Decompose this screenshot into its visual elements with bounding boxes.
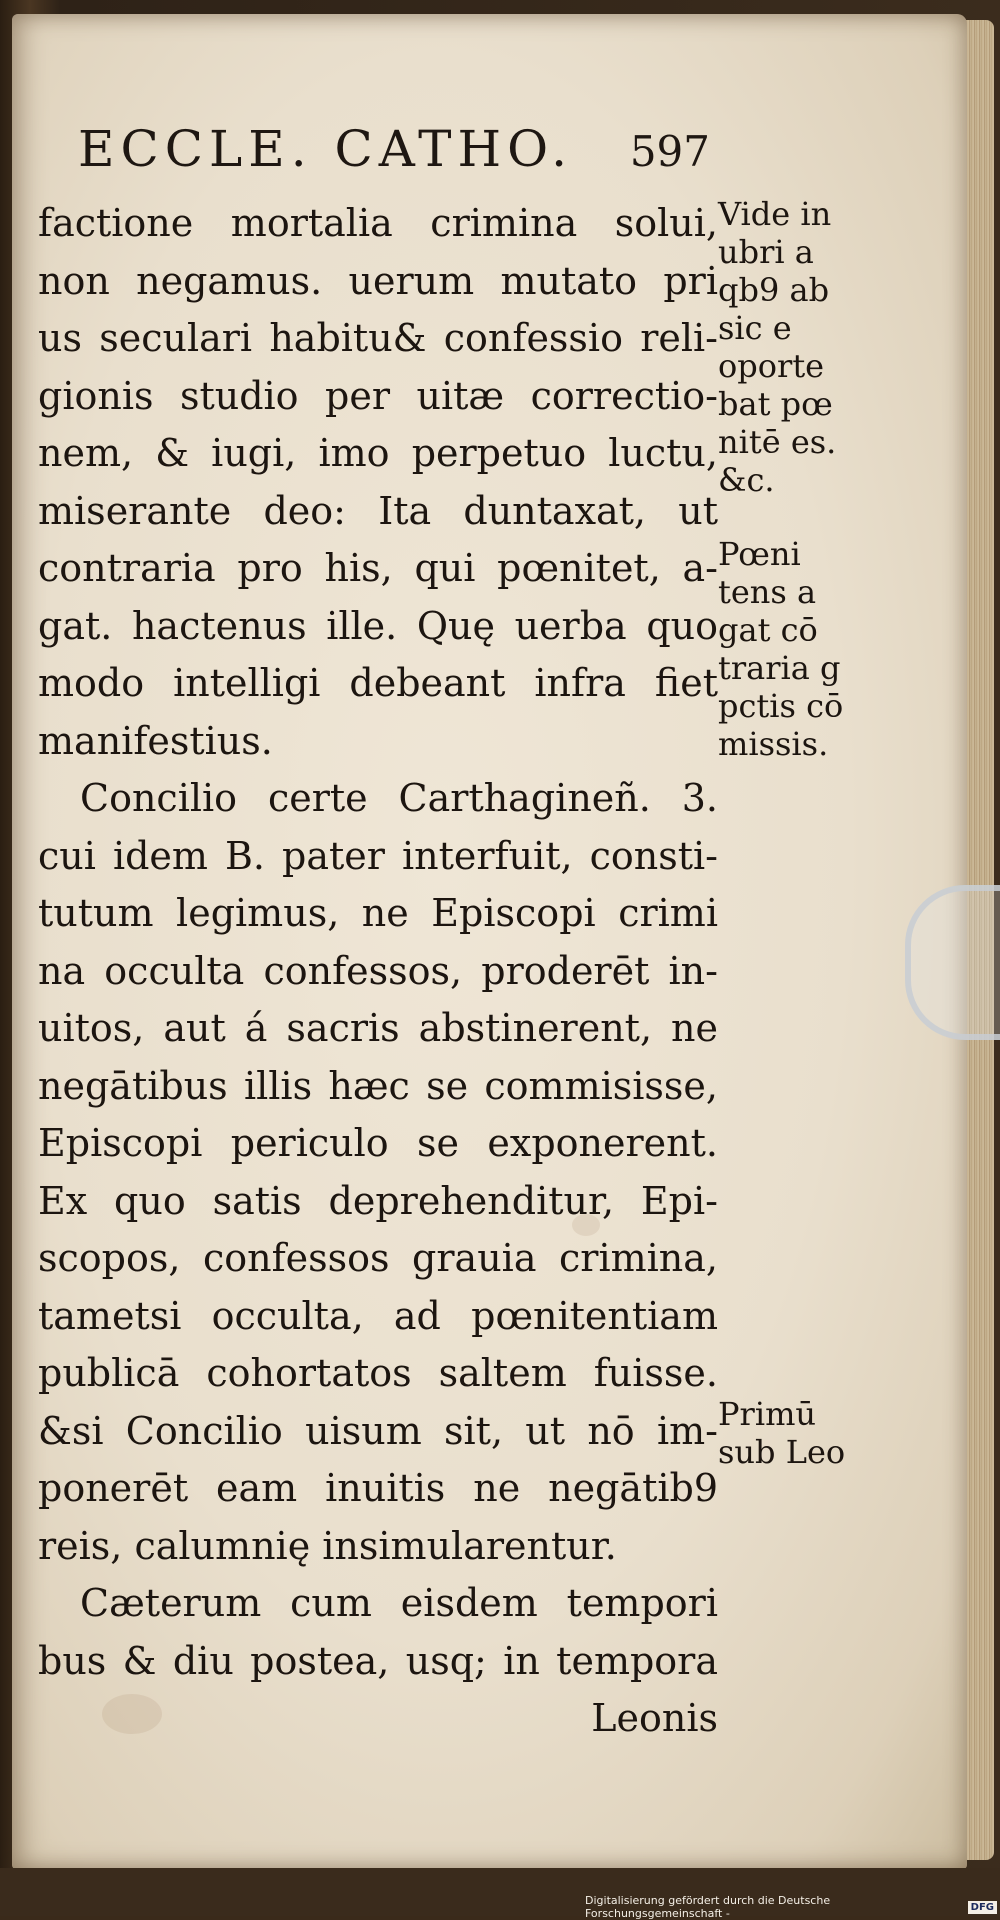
margin-note-line: tens a — [718, 573, 817, 611]
text-line: factione mortalia crimina solui, — [38, 201, 718, 245]
text-line: gionis studio per uitæ correctio- — [38, 373, 718, 418]
text-line: publicā cohortatos saltem fuisse. — [38, 1351, 718, 1395]
margin-note-line: &c. — [718, 461, 775, 499]
text-line: ponerēt eam inuitis ne negātib9 — [38, 1466, 718, 1510]
digitization-footer — [585, 1894, 997, 1920]
text-line: manifestius. — [38, 718, 273, 763]
text-line: Ex quo satis deprehenditur, Epi- — [38, 1178, 718, 1223]
text-line: tametsi occulta, ad pœnitentiam — [38, 1293, 718, 1338]
text-line: cui idem B. pater interfuit, consti- — [38, 833, 718, 878]
dfg-logo: DFG — [968, 1901, 997, 1914]
text-line: miserante deo: Ita duntaxat, ut — [38, 488, 718, 533]
margin-note-line: oporte — [718, 347, 825, 385]
paragraph-start-line: Cæterum cum eisdem tempori — [80, 1581, 718, 1625]
text-line: non negamus. uerum mutato pri — [38, 258, 718, 303]
text-line: bus & diu postea, usq; in tempora — [38, 1638, 718, 1683]
text-line: uitos, aut á sacris abstinerent, ne — [38, 1006, 718, 1050]
text-line: tutum legimus, ne Episcopi crimi — [38, 891, 718, 935]
page-clip — [905, 885, 1000, 1040]
text-line: na occulta confessos, proderēt in- — [38, 948, 718, 993]
margin-note-line: pctis cō — [718, 687, 844, 725]
text-line: negātibus illis hæc se commisisse, — [38, 1063, 718, 1108]
margin-note — [718, 535, 843, 763]
catchword: Leonis — [591, 1696, 718, 1740]
body-text — [38, 195, 718, 1748]
margin-note-line: bat pœ — [718, 385, 833, 423]
margin-note-line: missis. — [718, 725, 829, 763]
paragraph-start-line: Concilio certe Carthagineñ. 3. — [80, 776, 718, 820]
page-number: 597 — [629, 127, 710, 176]
text-line: Episcopi periculo se exponerent. — [38, 1121, 718, 1165]
margin-note — [718, 1395, 845, 1471]
margin-note-line: sic e — [718, 309, 792, 347]
text-line: reis, calumnię insimularentur. — [38, 1523, 617, 1568]
margin-note-line: ubri a — [718, 233, 814, 271]
text-line: contraria pro his, qui pœnitet, a- — [38, 546, 718, 590]
text-line: scopos, confessos grauia crimina, — [38, 1236, 718, 1280]
footer-text: Digitalisierung gefördert durch die Deutsche Forschungsgemeinschaft - — [585, 1894, 831, 1920]
margin-note-line: Pœni — [718, 535, 801, 573]
margin-note — [718, 195, 836, 499]
margin-note-line: qb9 ab — [718, 271, 830, 309]
text-line: us seculari habitu& confessio reli- — [38, 316, 718, 360]
margin-note-line: nitē es. — [718, 423, 837, 461]
text-line: &si Concilio uisum sit, ut nō im- — [38, 1408, 718, 1453]
margin-note-line: traria g — [718, 649, 841, 687]
margin-note-line: Primū — [718, 1395, 817, 1433]
margin-note-line: gat cō — [718, 611, 818, 649]
running-title: ECCLE. CATHO. — [78, 120, 574, 178]
text-line: gat. hactenus ille. Quę uerba quo — [38, 603, 718, 648]
text-line: nem, & iugi, imo perpetuo luctu, — [38, 431, 718, 475]
text-line: modo intelligi debeant infra fiet — [38, 661, 718, 705]
running-header — [78, 120, 718, 178]
margin-note-line: sub Leo — [718, 1433, 846, 1471]
margin-note-line: Vide in — [718, 195, 832, 233]
